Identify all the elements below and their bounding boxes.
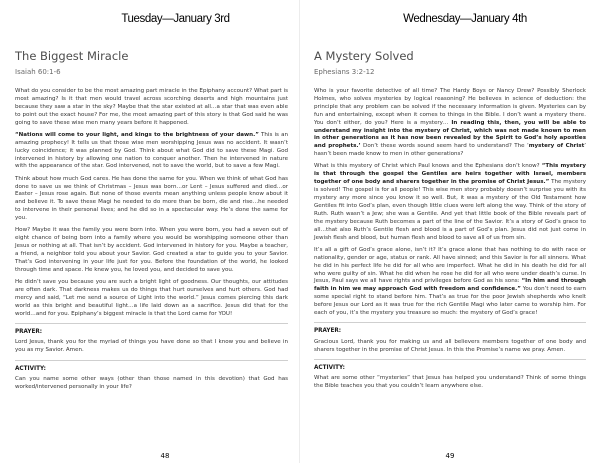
body-paragraph (15, 88, 288, 128)
divider (15, 323, 288, 324)
devotion-body (15, 88, 288, 392)
prayer-label: PRAYER: (314, 328, 342, 335)
activity-label: ACTIVITY: (314, 364, 345, 371)
paragraph-text: Think about how much God cares. He has done the same for you. When we think of what God has done to save us we think of Christmas – Jesus was born…or Lent – Jesus suffered and died…or Easter – Jesus rose again. But none of those events mean anything unless people know about it and believe it. To save these Magi he needed to do more than be born, die and rise…he needed to intervene in their personal lives; and he did so in a spectacular way. He’s done the same for you. (15, 175, 288, 222)
body-paragraph (15, 176, 288, 223)
paragraph-text: This is an amazing prophecy! It tells us that those wise men worshipping Jesus was no accident. It wasn’t lucky coincidence; it was planned by God. Think about what God did to save these Magi. God intervened in history by allowing one nation to conquer another. Then he intervened in nature with the appearance of the star. God intervened, not to save the world, but to save a few Magi. (15, 131, 288, 170)
activity-text: What are some other “mysteries” that Jesus has helped you understand? Think of some things the Bible teaches you that you couldn’t learn anywhere else. (314, 375, 586, 390)
paragraph-text: What is this mystery of Christ which Paul knows and the Ephesians don’t know? (314, 163, 542, 170)
paragraph-text: It’s all a gift of God’s grace alone, isn’t it? It’s grace alone that has nothing to do with race or nationality, gender or age, status or rank. All have sinned; and this Savior is for all sinners. What he did in his perfect life he did for all who are imperfect. What he did in his death he did for all who were guilty of sin. What he did when he rose he did for all who were under death’s curse. In Jesus, Paul says we all have rights and privileges before God as his sons: (314, 246, 586, 285)
devotion-title: A Mystery Solved (314, 49, 414, 63)
body-paragraph (314, 163, 586, 242)
body-paragraph (314, 247, 586, 318)
activity-text: Can you name some other ways (other than those named in this devotion) that God has worked/intervened personally in your life? (15, 376, 288, 390)
divider (314, 359, 586, 360)
paragraph-list (314, 88, 586, 318)
devotion-body (314, 88, 586, 391)
activity-label: ACTIVITY: (15, 365, 46, 372)
devotion-title: The Biggest Miracle (15, 49, 129, 63)
paragraph-list (15, 88, 288, 319)
paragraph-text: ’ hasn’t been made know to men in other generations? (314, 143, 586, 158)
page-number: 48 (160, 452, 170, 460)
page-number: 49 (445, 452, 455, 460)
body-paragraph (15, 227, 288, 274)
scripture-quote: “Nations will come to your light, and kings to the brightness of your dawn.” (15, 131, 259, 138)
body-paragraph (15, 279, 288, 319)
scripture-reference: Isaiah 60:1-6 (15, 68, 61, 76)
scripture-quote: mystery of Christ (528, 143, 585, 150)
divider (15, 360, 288, 361)
prayer-text: Lord Jesus, thank you for the myriad of things you have done so that I know you and believe in you as my Savior. Amen. (15, 339, 288, 354)
right-page (300, 0, 600, 463)
body-paragraph (15, 132, 288, 172)
body-paragraph (314, 88, 586, 159)
scripture-quote: “This mystery is that through the gospel the Gentiles are heirs together with Israel, members together of one body and sharers together in the promise of Christ Jesus.” (314, 163, 586, 186)
scripture-reference: Ephesians 3:2-12 (314, 68, 375, 76)
prayer-text: Gracious Lord, thank you for making us and all believers members together of one body and sharers together in the promise of Christ Jesus. In this the Promise’s name we pray. Amen. (314, 338, 586, 353)
prayer-label: PRAYER: (15, 328, 43, 335)
paragraph-text: What do you consider to be the most amazing part miracle in the Epiphany account? What part is most amazing? Is it that men would travel across scorching deserts and high mountains just because they saw a star in the sky? Maybe that the star existed at all…a star that was even able to point out the exact house? For me, the most amazing part of this story is that God said he was going to save these wise men many years before it happened. (15, 88, 288, 126)
day-header: Tuesday—January 3rd (121, 13, 230, 25)
scripture-quote: “In him and through faith in him we may approach God with freedom and confidence.” (314, 278, 586, 293)
paragraph-text: How? Maybe it was the family you were born into. When you were born, you had a seven out of eight chance of being born into a family where you would be worshipping someone other than Jesus or nothing at all. That isn’t by accident. God intervened in history for you. Maybe a teacher, a friend, a neighbor told you about your Savior. God created a star to guide you to your Savior. That’s God intervening in your life just for you. Before the foundation of the world, he looked through time and space. He knew you, he loved you, and decided to save you. (15, 227, 288, 273)
divider (314, 322, 586, 323)
day-header: Wednesday—January 4th (403, 13, 527, 25)
scripture-quote: In reading this, then, you will be able to understand my insight into the mystery of Christ, which was not made known to men in other generations as it has now been revealed by the Spirit to God’s holy apostles and prophets.’ (314, 119, 586, 150)
paragraph-text: The mystery is solved! The gospel is for all people! This wise men story probably doesn’t surprise you with its mystery any more since you know it so well. But, it was a mystery of the Old Testament how Gentiles fit into God’s plan, even though little clues were left along the way. Think of the story of Ruth. Ruth wasn’t a Jew; she was a Gentile. And yet that little book of the Bible reveals part of the mystery because Ruth becomes a part of the line of the Savior. It’s a story of God’s grace to all…that also Ruth’s Gentile flesh and blood is a part of God’s plan. Jesus did not just come in Jewish flesh and blood, but human flesh and blood to save all of us from sin. (314, 179, 586, 241)
paragraph-text: Who is your favorite detective of all time? The Hardy Boys or Nancy Drew? Possibly Sherlock Holmes, who solves mysteries by logical reasoning? He believes in science of deduction: the principle that any problem can be solved if the necessary information is given. Mysteries can by fun and entertaining, except when it comes to things in the Bible. I don’t want a mystery there. You don’t either, do you? Here is a mystery… (314, 88, 586, 126)
paragraph-text: He didn’t save you because you are such a bright light of goodness. Our thoughts, our attitudes are often dark. That darkness makes us do things that hurt ourselves and hurt others. God had mercy and said, “Let me send a source of Light into the world.” Jesus comes piercing this dark world as this bright and beautiful light…a life laid down as a sacrifice. Jesus did that for the world…and for you. Epiphany’s biggest miracle is that the Lord came for YOU! (15, 279, 288, 317)
paragraph-text: You don’t need to earn some special right to stand before him. That’s as true for the poor Jewish shepherds who knelt before Jesus our Lord as it was true for the rich Gentile Magi who later came to worship him. For each of you, it’s the mystery you treasure so much: the mystery of God’s grace! (314, 286, 587, 317)
paragraph-text: Don’t these words sound seem hard to understand? The ‘ (360, 143, 529, 150)
